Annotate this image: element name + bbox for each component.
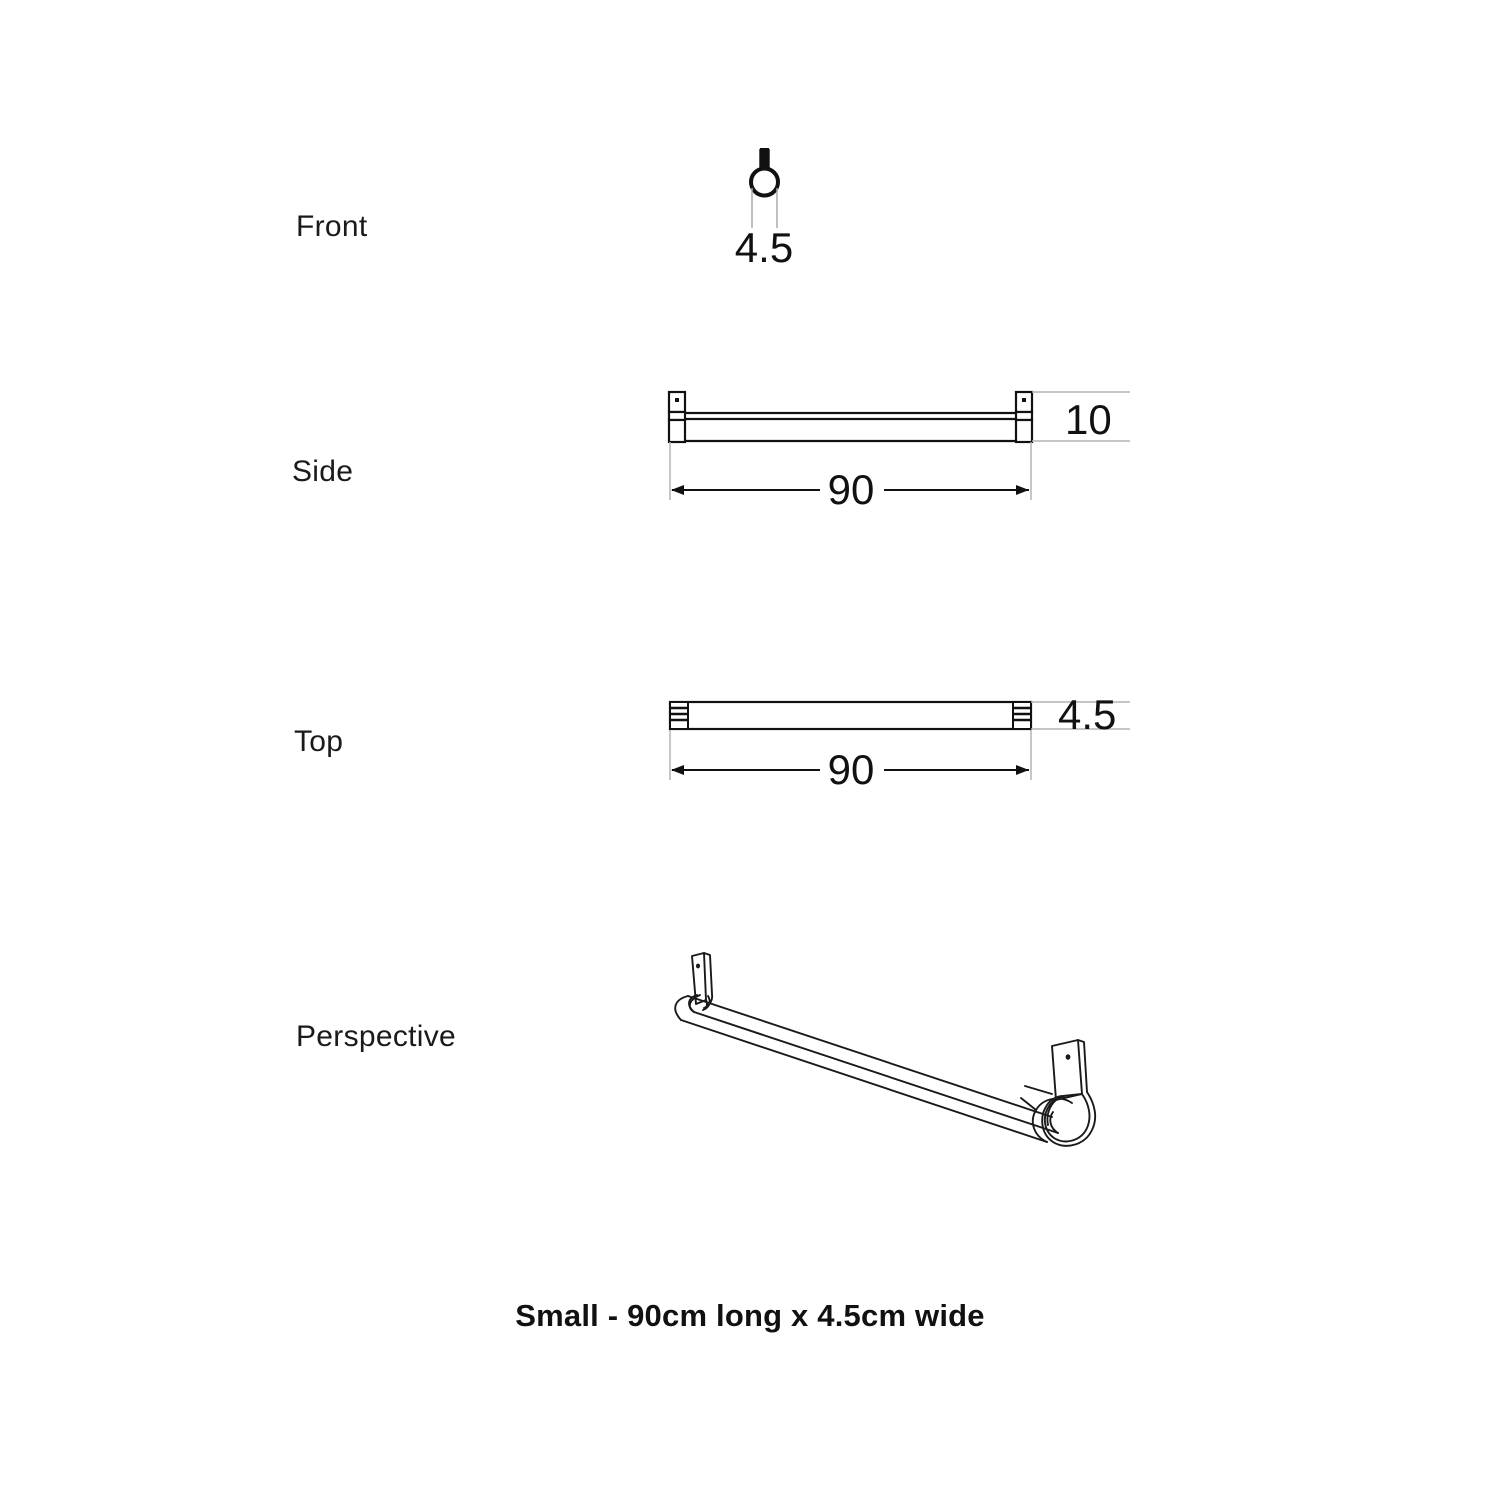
top-dimension-width: 4.5 (1058, 691, 1117, 738)
side-right-bracket-lower (1016, 420, 1032, 442)
left-bracket-strap-outer (704, 953, 712, 1008)
front-view-drawing (735, 148, 793, 271)
rod-right-seam (1021, 1098, 1036, 1110)
side-right-screw-hole (1022, 398, 1026, 402)
rod-right-endcap-outer (1033, 1099, 1072, 1142)
perspective-view-drawing (675, 953, 1095, 1146)
rod-highlight-line (694, 1012, 1058, 1133)
front-rod-section (751, 169, 778, 196)
side-left-bracket-upper (669, 392, 685, 412)
side-right-bracket-band (1016, 412, 1032, 420)
side-left-screw-hole (675, 398, 679, 402)
top-right-strap-bands (1013, 702, 1031, 729)
rod-left-endcap-inner (689, 995, 697, 1012)
left-bracket-strap-fold (705, 996, 710, 1009)
top-dimension-length: 90 (827, 746, 875, 793)
view-label-front: Front (296, 210, 368, 243)
side-view-drawing (669, 392, 1130, 513)
rod-top-edge (688, 996, 1052, 1117)
left-bracket-strap-inner (703, 1000, 707, 1010)
size-caption: Small - 90cm long x 4.5cm wide (515, 1298, 985, 1333)
side-left-bracket-lower (669, 420, 685, 442)
front-bracket-strap (760, 148, 769, 173)
front-dimension-width: 4.5 (734, 224, 794, 271)
side-dimension-length: 90 (827, 466, 875, 513)
right-bracket-wall-plate (1052, 1040, 1082, 1100)
side-right-bracket-upper (1016, 392, 1032, 412)
right-bracket-strap-fold (1047, 1100, 1056, 1125)
top-rail-body (670, 702, 1031, 729)
view-label-perspective: Perspective (296, 1020, 457, 1053)
left-bracket-screw-hole (696, 964, 700, 969)
side-dimension-height: 10 (1065, 396, 1112, 443)
rod-left-endcap-outer (675, 996, 688, 1020)
rod-left-endcap-seam (690, 995, 700, 1012)
view-label-top: Top (294, 725, 344, 758)
view-label-side: Side (292, 455, 354, 488)
rod-right-seam-2 (1025, 1086, 1052, 1094)
top-left-strap-bands (670, 702, 688, 729)
top-view-drawing (670, 691, 1130, 793)
right-bracket-screw-hole (1066, 1054, 1071, 1060)
left-bracket-wall-plate (692, 953, 706, 1004)
rod-bottom-edge (681, 1020, 1047, 1142)
rod-right-endcap-inner (1050, 1112, 1058, 1133)
right-bracket-strap-inner (1045, 1094, 1090, 1141)
right-bracket-strap-outer (1042, 1040, 1095, 1146)
side-left-bracket-band (669, 412, 685, 420)
